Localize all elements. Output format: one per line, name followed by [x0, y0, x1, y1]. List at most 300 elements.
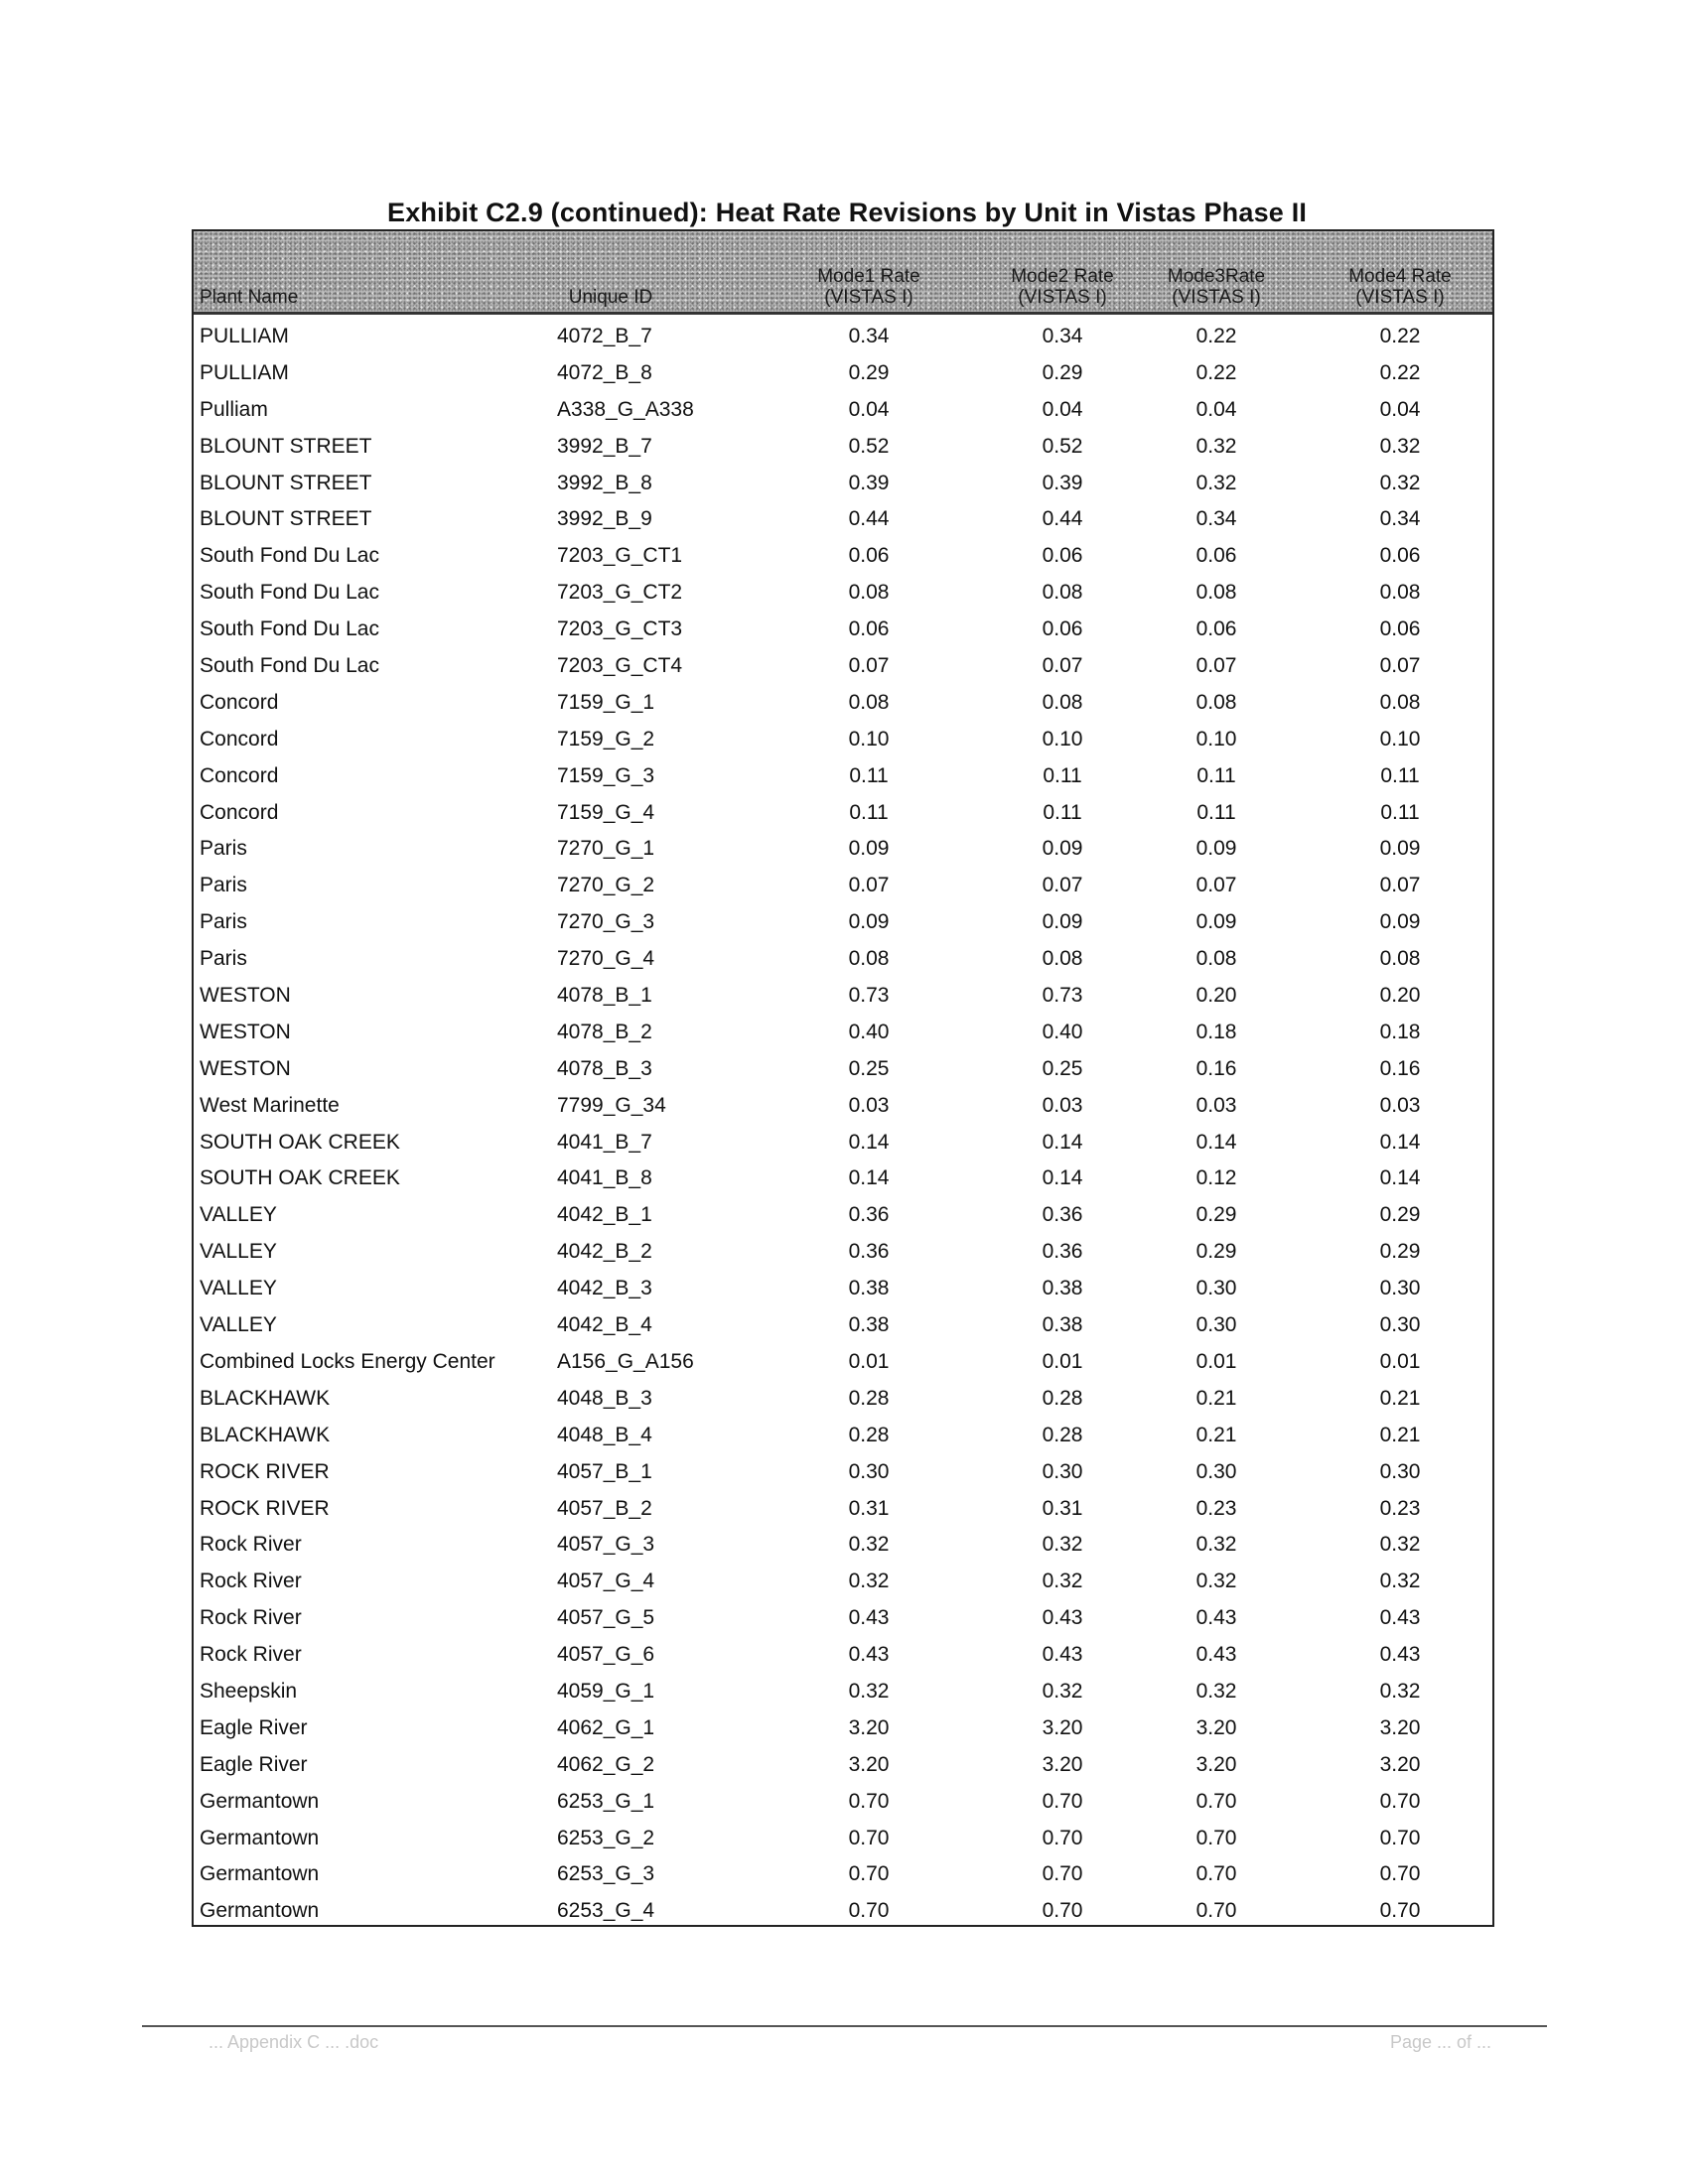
mode3-rate-cell: 0.32: [1195, 471, 1237, 494]
mode1-rate-cell: 0.32: [848, 1679, 890, 1703]
mode2-rate-cell: 0.09: [1042, 910, 1083, 934]
mode4-rate-cell: 0.70: [1379, 1826, 1421, 1849]
plant-name-cell: Paris: [200, 947, 247, 971]
mode2-rate-cell: 0.10: [1042, 727, 1083, 751]
mode1-rate-cell: 0.06: [848, 617, 890, 641]
mode2-rate-cell: 0.73: [1042, 984, 1083, 1008]
unique-id-cell: 4048_B_4: [557, 1423, 652, 1446]
unique-id-cell: 4057_G_6: [557, 1643, 655, 1667]
plant-name-cell: VALLEY: [200, 1240, 277, 1264]
unique-id-cell: 7270_G_2: [557, 874, 655, 897]
mode4-rate-cell: 0.14: [1379, 1130, 1421, 1154]
mode2-rate-cell: 0.09: [1042, 837, 1083, 861]
header-mode2: [983, 266, 1142, 308]
table-row: [194, 687, 1492, 724]
plant-name-cell: ROCK RIVER: [200, 1496, 330, 1520]
unique-id-cell: 6253_G_2: [557, 1826, 655, 1849]
mode1-rate-cell: 0.28: [848, 1386, 890, 1410]
mode2-rate-cell: 0.14: [1042, 1166, 1083, 1190]
mode2-rate-cell: 3.20: [1042, 1752, 1083, 1776]
table-row: [194, 724, 1492, 760]
mode2-rate-cell: 0.08: [1042, 581, 1083, 605]
mode4-rate-cell: 0.34: [1379, 507, 1421, 531]
unique-id-cell: 4059_G_1: [557, 1679, 655, 1703]
mode1-rate-cell: 0.38: [848, 1313, 890, 1337]
mode2-rate-cell: 3.20: [1042, 1715, 1083, 1739]
footer-page-number: Page ... of ...: [1390, 2032, 1492, 2052]
mode2-rate-cell: 0.70: [1042, 1862, 1083, 1886]
mode2-rate-cell: 0.08: [1042, 690, 1083, 714]
mode1-rate-cell: 0.70: [848, 1899, 890, 1923]
plant-name-cell: Rock River: [200, 1643, 302, 1667]
mode1-rate-cell: 0.70: [848, 1826, 890, 1849]
plant-name-cell: WESTON: [200, 1020, 291, 1043]
header-mode3-line1: Mode3Rate: [1167, 266, 1266, 287]
mode4-rate-cell: 0.21: [1379, 1423, 1421, 1446]
mode4-rate-cell: 0.30: [1379, 1277, 1421, 1300]
mode3-rate-cell: 0.43: [1195, 1643, 1237, 1667]
mode4-rate-cell: 0.32: [1379, 471, 1421, 494]
table-row: [194, 1786, 1492, 1823]
header-mode2-line1: Mode2 Rate: [1011, 266, 1114, 287]
unique-id-cell: 7270_G_1: [557, 837, 655, 861]
mode3-rate-cell: 0.32: [1195, 1533, 1237, 1557]
table-row: [194, 1749, 1492, 1786]
mode2-rate-cell: 0.11: [1043, 800, 1082, 824]
plant-name-cell: SOUTH OAK CREEK: [200, 1166, 400, 1190]
table-row: [194, 394, 1492, 431]
mode1-rate-cell: 0.32: [848, 1570, 890, 1593]
plant-name-cell: Sheepskin: [200, 1679, 298, 1703]
mode4-rate-cell: 0.70: [1379, 1899, 1421, 1923]
mode4-rate-cell: 0.30: [1379, 1313, 1421, 1337]
mode4-rate-cell: 0.06: [1379, 544, 1421, 568]
mode3-rate-cell: 0.14: [1195, 1130, 1237, 1154]
mode2-rate-cell: 0.43: [1042, 1606, 1083, 1630]
plant-name-cell: VALLEY: [200, 1203, 277, 1227]
unique-id-cell: 7203_G_CT1: [557, 544, 683, 568]
mode2-rate-cell: 0.07: [1042, 874, 1083, 897]
mode4-rate-cell: 3.20: [1379, 1715, 1421, 1739]
mode3-rate-cell: 0.70: [1195, 1899, 1237, 1923]
footer-rule: [142, 2025, 1547, 2027]
unique-id-cell: 4057_G_3: [557, 1533, 655, 1557]
mode2-rate-cell: 0.07: [1042, 654, 1083, 678]
plant-name-cell: VALLEY: [200, 1277, 277, 1300]
plant-name-cell: WESTON: [200, 984, 291, 1008]
unique-id-cell: 4078_B_2: [557, 1020, 652, 1043]
mode4-rate-cell: 0.09: [1379, 910, 1421, 934]
mode4-rate-cell: 0.06: [1379, 617, 1421, 641]
mode4-rate-cell: 0.09: [1379, 837, 1421, 861]
mode2-rate-cell: 0.28: [1042, 1423, 1083, 1446]
mode3-rate-cell: 0.11: [1196, 800, 1236, 824]
header-mode4: [1321, 266, 1479, 308]
mode2-rate-cell: 0.34: [1042, 325, 1083, 347]
plant-name-cell: Concord: [200, 690, 279, 714]
table-row: [194, 503, 1492, 540]
mode1-rate-cell: 0.10: [848, 727, 890, 751]
mode4-rate-cell: 0.32: [1379, 1679, 1421, 1703]
mode4-rate-cell: 0.43: [1379, 1643, 1421, 1667]
mode1-rate-cell: 0.28: [848, 1423, 890, 1446]
mode4-rate-cell: 0.43: [1379, 1606, 1421, 1630]
table-row: [194, 1602, 1492, 1639]
mode4-rate-cell: 0.08: [1379, 947, 1421, 971]
table-row: [194, 540, 1492, 577]
plant-name-cell: Paris: [200, 910, 247, 934]
mode3-rate-cell: 0.32: [1195, 1570, 1237, 1593]
plant-name-cell: Paris: [200, 874, 247, 897]
mode3-rate-cell: 0.06: [1195, 544, 1237, 568]
table-row: [194, 1090, 1492, 1127]
plant-name-cell: BLACKHAWK: [200, 1386, 331, 1410]
mode1-rate-cell: 0.73: [848, 984, 890, 1008]
mode1-rate-cell: 0.08: [848, 690, 890, 714]
mode3-rate-cell: 0.21: [1195, 1423, 1237, 1446]
heat-rate-table: [192, 229, 1494, 1927]
table-row: [194, 577, 1492, 614]
plant-name-cell: Germantown: [200, 1826, 320, 1849]
mode1-rate-cell: 0.39: [848, 471, 890, 494]
header-mode3-line2: (VISTAS I): [1172, 287, 1261, 308]
unique-id-cell: 7159_G_2: [557, 727, 655, 751]
plant-name-cell: Rock River: [200, 1533, 302, 1557]
table-row: [194, 321, 1492, 357]
mode1-rate-cell: 0.11: [849, 763, 889, 787]
unique-id-cell: 4041_B_7: [557, 1130, 652, 1154]
mode2-rate-cell: 0.06: [1042, 617, 1083, 641]
mode2-rate-cell: 0.25: [1042, 1056, 1083, 1080]
table-row: [194, 1127, 1492, 1163]
mode1-rate-cell: 0.34: [848, 325, 890, 347]
mode2-rate-cell: 0.03: [1042, 1093, 1083, 1117]
mode1-rate-cell: 0.36: [848, 1240, 890, 1264]
unique-id-cell: 6253_G_1: [557, 1789, 655, 1813]
mode1-rate-cell: 0.32: [848, 1533, 890, 1557]
mode3-rate-cell: 0.11: [1196, 763, 1236, 787]
unique-id-cell: 4042_B_3: [557, 1277, 652, 1300]
mode1-rate-cell: 0.30: [848, 1459, 890, 1483]
plant-name-cell: South Fond Du Lac: [200, 617, 379, 641]
table-row: [194, 1309, 1492, 1346]
mode3-rate-cell: 0.43: [1195, 1606, 1237, 1630]
mode3-rate-cell: 0.30: [1195, 1277, 1237, 1300]
mode3-rate-cell: 0.21: [1195, 1386, 1237, 1410]
unique-id-cell: 4042_B_2: [557, 1240, 652, 1264]
unique-id-cell: 4042_B_1: [557, 1203, 652, 1227]
unique-id-cell: 4048_B_3: [557, 1386, 652, 1410]
table-row: [194, 906, 1492, 943]
mode4-rate-cell: 0.20: [1379, 984, 1421, 1008]
table-row: [194, 1895, 1492, 1927]
table-row: [194, 943, 1492, 980]
mode2-rate-cell: 0.36: [1042, 1203, 1083, 1227]
table-row: [194, 1566, 1492, 1602]
mode3-rate-cell: 0.30: [1195, 1459, 1237, 1483]
unique-id-cell: 7203_G_CT4: [557, 654, 683, 678]
mode4-rate-cell: 0.29: [1379, 1203, 1421, 1227]
mode1-rate-cell: 0.52: [848, 434, 890, 458]
mode4-rate-cell: 0.10: [1379, 727, 1421, 751]
unique-id-cell: A338_G_A338: [557, 397, 694, 421]
mode2-rate-cell: 0.28: [1042, 1386, 1083, 1410]
mode1-rate-cell: 0.43: [848, 1643, 890, 1667]
header-mode1: [789, 266, 948, 308]
mode3-rate-cell: 0.18: [1195, 1020, 1237, 1043]
header-mode3: [1137, 266, 1296, 308]
mode4-rate-cell: 0.21: [1379, 1386, 1421, 1410]
mode1-rate-cell: 0.08: [848, 947, 890, 971]
table-row: [194, 760, 1492, 797]
mode1-rate-cell: 0.38: [848, 1277, 890, 1300]
mode3-rate-cell: 0.20: [1195, 984, 1237, 1008]
mode3-rate-cell: 0.09: [1195, 910, 1237, 934]
unique-id-cell: 7270_G_4: [557, 947, 655, 971]
table-row: [194, 1529, 1492, 1566]
mode2-rate-cell: 0.30: [1042, 1459, 1083, 1483]
mode2-rate-cell: 0.14: [1042, 1130, 1083, 1154]
mode4-rate-cell: 0.08: [1379, 581, 1421, 605]
table-row: [194, 1639, 1492, 1676]
mode2-rate-cell: 0.70: [1042, 1826, 1083, 1849]
unique-id-cell: 3992_B_7: [557, 434, 652, 458]
header-unique-id: Unique ID: [568, 287, 653, 308]
mode4-rate-cell: 3.20: [1379, 1752, 1421, 1776]
mode3-rate-cell: 0.34: [1195, 507, 1237, 531]
mode1-rate-cell: 0.36: [848, 1203, 890, 1227]
mode2-rate-cell: 0.31: [1042, 1496, 1083, 1520]
mode2-rate-cell: 0.32: [1042, 1533, 1083, 1557]
mode1-rate-cell: 3.20: [848, 1715, 890, 1739]
mode3-rate-cell: 0.07: [1195, 874, 1237, 897]
plant-name-cell: VALLEY: [200, 1313, 277, 1337]
plant-name-cell: BLOUNT STREET: [200, 434, 372, 458]
unique-id-cell: 4072_B_8: [557, 360, 652, 384]
mode1-rate-cell: 0.09: [848, 910, 890, 934]
plant-name-cell: South Fond Du Lac: [200, 654, 379, 678]
mode4-rate-cell: 0.11: [1380, 763, 1420, 787]
table-body: [194, 321, 1492, 1927]
table-row: [194, 1823, 1492, 1859]
mode3-rate-cell: 0.22: [1195, 325, 1237, 347]
mode4-rate-cell: 0.08: [1379, 690, 1421, 714]
mode3-rate-cell: 0.70: [1195, 1862, 1237, 1886]
unique-id-cell: 4042_B_4: [557, 1313, 652, 1337]
mode1-rate-cell: 0.07: [848, 654, 890, 678]
mode3-rate-cell: 0.07: [1195, 654, 1237, 678]
mode2-rate-cell: 0.52: [1042, 434, 1083, 458]
mode1-rate-cell: 0.07: [848, 874, 890, 897]
mode3-rate-cell: 0.70: [1195, 1789, 1237, 1813]
mode4-rate-cell: 0.16: [1379, 1056, 1421, 1080]
mode1-rate-cell: 0.25: [848, 1056, 890, 1080]
plant-name-cell: Combined Locks Energy Center: [200, 1349, 495, 1373]
mode3-rate-cell: 0.32: [1195, 434, 1237, 458]
header-mode4-line1: Mode4 Rate: [1348, 266, 1452, 287]
mode2-rate-cell: 0.04: [1042, 397, 1083, 421]
unique-id-cell: 4057_G_4: [557, 1570, 655, 1593]
mode1-rate-cell: 0.14: [848, 1130, 890, 1154]
mode4-rate-cell: 0.29: [1379, 1240, 1421, 1264]
mode2-rate-cell: 0.43: [1042, 1643, 1083, 1667]
table-row: [194, 1053, 1492, 1090]
mode4-rate-cell: 0.07: [1379, 654, 1421, 678]
header-mode1-line2: (VISTAS I): [824, 287, 913, 308]
mode3-rate-cell: 0.29: [1195, 1240, 1237, 1264]
mode3-rate-cell: 0.12: [1195, 1166, 1237, 1190]
unique-id-cell: 4078_B_1: [557, 984, 652, 1008]
mode4-rate-cell: 0.03: [1379, 1093, 1421, 1117]
mode2-rate-cell: 0.44: [1042, 507, 1083, 531]
unique-id-cell: 7799_G_34: [557, 1093, 666, 1117]
unique-id-cell: 7203_G_CT3: [557, 617, 683, 641]
mode3-rate-cell: 0.29: [1195, 1203, 1237, 1227]
table-row: [194, 1346, 1492, 1383]
mode3-rate-cell: 0.30: [1195, 1313, 1237, 1337]
table-row: [194, 1383, 1492, 1420]
table-header: [194, 231, 1492, 315]
plant-name-cell: Concord: [200, 800, 279, 824]
unique-id-cell: 4062_G_1: [557, 1715, 655, 1739]
mode3-rate-cell: 3.20: [1195, 1752, 1237, 1776]
table-row: [194, 357, 1492, 394]
mode3-rate-cell: 0.06: [1195, 617, 1237, 641]
plant-name-cell: Concord: [200, 763, 279, 787]
table-row: [194, 1420, 1492, 1456]
mode1-rate-cell: 0.70: [848, 1789, 890, 1813]
mode3-rate-cell: 0.23: [1195, 1496, 1237, 1520]
mode1-rate-cell: 0.11: [849, 800, 889, 824]
mode4-rate-cell: 0.23: [1379, 1496, 1421, 1520]
mode4-rate-cell: 0.22: [1379, 325, 1421, 347]
mode4-rate-cell: 0.04: [1379, 397, 1421, 421]
plant-name-cell: Rock River: [200, 1606, 302, 1630]
mode3-rate-cell: 0.08: [1195, 581, 1237, 605]
plant-name-cell: Rock River: [200, 1570, 302, 1593]
mode2-rate-cell: 0.38: [1042, 1277, 1083, 1300]
mode4-rate-cell: 0.07: [1379, 874, 1421, 897]
header-mode4-line2: (VISTAS I): [1355, 287, 1445, 308]
plant-name-cell: Pulliam: [200, 397, 268, 421]
plant-name-cell: Eagle River: [200, 1715, 308, 1739]
unique-id-cell: 7270_G_3: [557, 910, 655, 934]
table-row: [194, 870, 1492, 906]
unique-id-cell: 6253_G_3: [557, 1862, 655, 1886]
mode3-rate-cell: 0.22: [1195, 360, 1237, 384]
exhibit-title: Exhibit C2.9 (continued): Heat Rate Revisions by Unit in Vistas Phase II: [387, 198, 1308, 227]
table-row: [194, 980, 1492, 1017]
mode3-rate-cell: 0.70: [1195, 1826, 1237, 1849]
plant-name-cell: PULLIAM: [200, 360, 289, 384]
mode1-rate-cell: 0.03: [848, 1093, 890, 1117]
table-row: [194, 1199, 1492, 1236]
table-row: [194, 614, 1492, 650]
mode2-rate-cell: 0.36: [1042, 1240, 1083, 1264]
unique-id-cell: 4062_G_2: [557, 1752, 655, 1776]
header-mode2-line2: (VISTAS I): [1018, 287, 1107, 308]
mode1-rate-cell: 0.09: [848, 837, 890, 861]
unique-id-cell: 3992_B_8: [557, 471, 652, 494]
mode4-rate-cell: 0.22: [1379, 360, 1421, 384]
table-row: [194, 650, 1492, 687]
mode1-rate-cell: 0.08: [848, 581, 890, 605]
table-row: [194, 1162, 1492, 1199]
mode3-rate-cell: 0.10: [1195, 727, 1237, 751]
table-row: [194, 833, 1492, 870]
mode3-rate-cell: 0.32: [1195, 1679, 1237, 1703]
table-row: [194, 1273, 1492, 1309]
mode3-rate-cell: 0.04: [1195, 397, 1237, 421]
header-plant-name: Plant Name: [200, 287, 299, 308]
mode4-rate-cell: 0.14: [1379, 1166, 1421, 1190]
plant-name-cell: WESTON: [200, 1056, 291, 1080]
mode3-rate-cell: 0.16: [1195, 1056, 1237, 1080]
mode2-rate-cell: 0.11: [1043, 763, 1082, 787]
mode2-rate-cell: 0.32: [1042, 1679, 1083, 1703]
plant-name-cell: BLOUNT STREET: [200, 471, 372, 494]
unique-id-cell: 4057_B_1: [557, 1459, 652, 1483]
mode2-rate-cell: 0.32: [1042, 1570, 1083, 1593]
mode1-rate-cell: 0.40: [848, 1020, 890, 1043]
table-row: [194, 468, 1492, 504]
mode2-rate-cell: 0.40: [1042, 1020, 1083, 1043]
mode1-rate-cell: 0.44: [848, 507, 890, 531]
mode4-rate-cell: 0.11: [1380, 800, 1420, 824]
mode2-rate-cell: 0.38: [1042, 1313, 1083, 1337]
unique-id-cell: 4078_B_3: [557, 1056, 652, 1080]
unique-id-cell: 7203_G_CT2: [557, 581, 683, 605]
mode1-rate-cell: 0.29: [848, 360, 890, 384]
mode1-rate-cell: 0.14: [848, 1166, 890, 1190]
table-row: [194, 1712, 1492, 1749]
footer-filename: ... Appendix C ... .doc: [209, 2032, 379, 2052]
table-row: [194, 1493, 1492, 1530]
mode1-rate-cell: 0.70: [848, 1862, 890, 1886]
mode4-rate-cell: 0.30: [1379, 1459, 1421, 1483]
plant-name-cell: SOUTH OAK CREEK: [200, 1130, 400, 1154]
unique-id-cell: 3992_B_9: [557, 507, 652, 531]
mode1-rate-cell: 0.06: [848, 544, 890, 568]
mode4-rate-cell: 0.32: [1379, 1570, 1421, 1593]
table-row: [194, 797, 1492, 834]
plant-name-cell: BLACKHAWK: [200, 1423, 331, 1446]
unique-id-cell: 7159_G_1: [557, 690, 655, 714]
mode3-rate-cell: 0.01: [1195, 1349, 1237, 1373]
mode2-rate-cell: 0.01: [1042, 1349, 1083, 1373]
mode2-rate-cell: 0.70: [1042, 1789, 1083, 1813]
table-row: [194, 1236, 1492, 1273]
mode4-rate-cell: 0.01: [1379, 1349, 1421, 1373]
header-mode1-line1: Mode1 Rate: [817, 266, 920, 287]
plant-name-cell: West Marinette: [200, 1093, 340, 1117]
plant-name-cell: Concord: [200, 727, 279, 751]
unique-id-cell: 7159_G_4: [557, 800, 655, 824]
mode4-rate-cell: 0.18: [1379, 1020, 1421, 1043]
mode4-rate-cell: 0.32: [1379, 434, 1421, 458]
mode3-rate-cell: 3.20: [1195, 1715, 1237, 1739]
plant-name-cell: PULLIAM: [200, 325, 289, 347]
table-row: [194, 1858, 1492, 1895]
unique-id-cell: 4057_B_2: [557, 1496, 652, 1520]
mode1-rate-cell: 0.43: [848, 1606, 890, 1630]
plant-name-cell: BLOUNT STREET: [200, 507, 372, 531]
plant-name-cell: Germantown: [200, 1789, 320, 1813]
unique-id-cell: 4072_B_7: [557, 325, 652, 347]
mode1-rate-cell: 0.04: [848, 397, 890, 421]
plant-name-cell: Eagle River: [200, 1752, 308, 1776]
plant-name-cell: South Fond Du Lac: [200, 581, 379, 605]
